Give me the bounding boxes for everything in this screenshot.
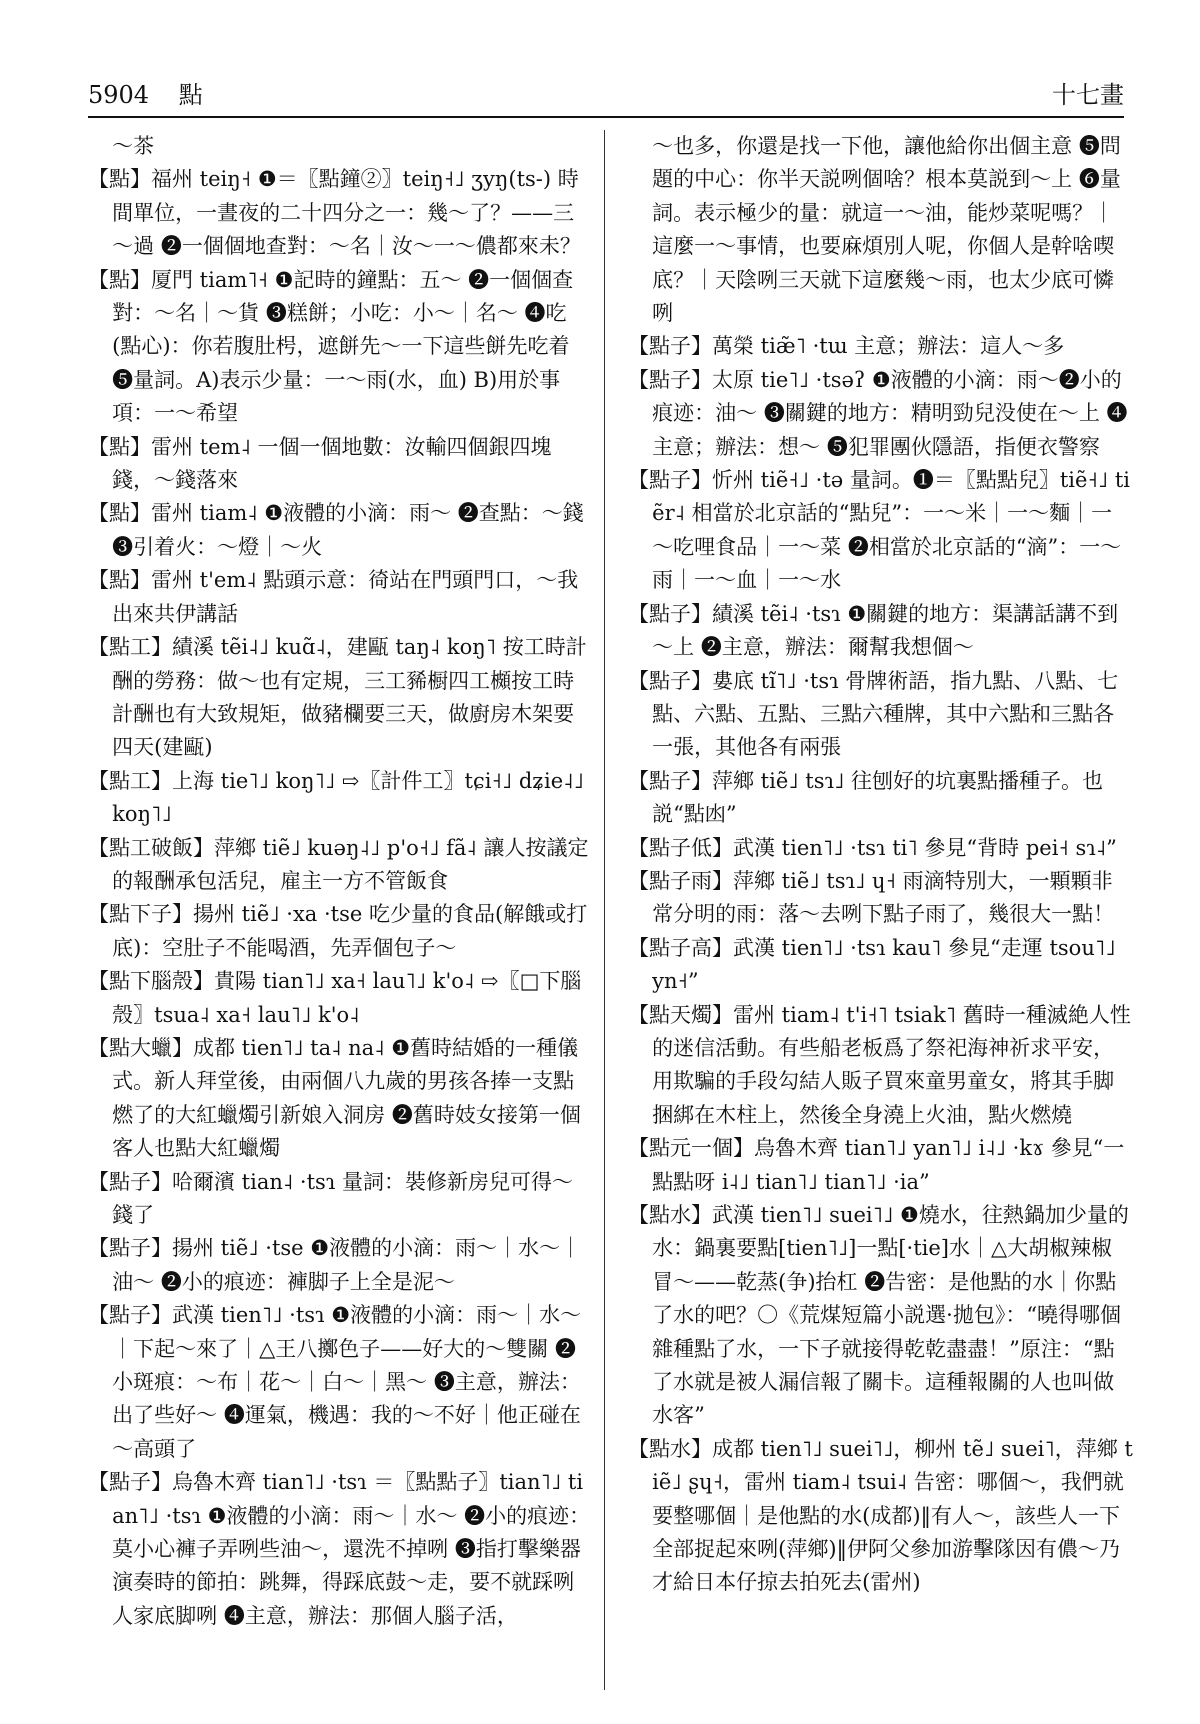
dictionary-entry: 【點子】萬榮 tiæ̃˥ ·tɯ 主意；辦法：這人～多 [628, 334, 1065, 359]
dictionary-entry: 【點子】哈爾濱 tian˨ ·tsɿ 量詞：裝修新房兒可得～錢了 [88, 1169, 573, 1227]
section-label: 十七畫 [1052, 81, 1124, 109]
dictionary-entry: 【點子】忻州 tiẽ˧˩ ·tə 量詞。❶＝〖點點兒〗tiẽ˧˩ tiẽr˨ 相當於北京話的“點兒”：一～米｜一～麵｜一～吃哩食品｜一～菜 ❷相當於北京話的“滴”：一～雨｜一～血｜一～水 [628, 468, 1130, 593]
page-header [88, 70, 1124, 118]
dictionary-entry: 【點】福州 teiŋ˧ ❶＝〖點鐘②〗teiŋ˧˩ ʒyŋ(ts-) 時間單位，一晝夜的二十四分之一：幾～了？——三～過 ❷一個個地查對：～名｜汝～一～儂都來未？ [88, 167, 581, 259]
dictionary-entry: 【點子】揚州 tiẽ˩ ·tse ❶液體的小滴：雨～｜水～｜油～ ❷小的痕迹：褲脚子上全是泥～ [88, 1236, 582, 1294]
dictionary-entry: 【點子】武漢 tien˥˩ ·tsɿ ❶液體的小滴：雨～｜水～｜下起～來了｜△王八擲色子——好大的～雙關 ❷小斑痕：～布｜花～｜白～｜黑～ ❸主意，辦法：出了些好～ ❹運氣，機遇：我的～不好｜他正碰在～高頭了 [88, 1303, 582, 1461]
dictionary-entry: 【點下腦殼】貴陽 tian˥˩ xa˧ lau˥˩ k'o˨ ⇨〖□下腦殼〗tsua˨ xa˧ lau˥˩ k'o˨ [88, 969, 582, 1027]
left-column [88, 130, 593, 1633]
dictionary-entry: 【點子低】武漢 tien˥˩ ·tsɿ ti˥ 參見“背時 pei˧ sɿ˨” [628, 835, 1117, 860]
dictionary-entry: 【點水】成都 tien˥˩ suei˥˩，柳州 tẽ˩ suei˥，萍鄉 tiẽ˩ ʂɥ˧，雷州 tiam˨ tsui˨ 告密：哪個～，我們就要整哪個｜是他點的水(成都)‖有人～，該些人一下全部捉起來咧(萍鄉)‖伊阿父參加游擊隊因有儂～乃才給日本仔掠去拍死去(雷州) [628, 1436, 1133, 1595]
page-number: 5904 [88, 81, 150, 109]
dictionary-entry: 【點工破飯】萍鄉 tiẽ˩ kuəŋ˨˩ p'o˧˩ fã˨ 讓人按議定的報酬承包活兒，雇主一方不管飯食 [88, 835, 589, 893]
dictionary-entry: 【點】雷州 tem˨ 一個一個地數：汝輸四個銀四塊錢，～錢落來 [88, 434, 552, 493]
dictionary-entry: 【點下子】揚州 tiẽ˩ ·xa ·tse 吃少量的食品(解餓或打底)：空肚子不能喝酒，先弄個包子～ [88, 902, 588, 960]
dictionary-entry: ～也多，你還是找一下他，讓他給你出個主意 ❺問題的中心：你半天説咧個啥？根本莫説到～上 ❻量詞。表示極少的量：就這一～油，能炒菜呢嗎？｜這麼一～事情，也要麻煩別人呢，你個人是幹啥喫底？｜天陰咧三天就下這麼幾～雨，也太少底可憐咧 [652, 134, 1121, 326]
dictionary-entry: 【點】雷州 tiam˨ ❶液體的小滴：雨～ ❷查點：～錢 ❸引着火：～燈｜～火 [88, 501, 584, 559]
column-divider [604, 130, 605, 1690]
dictionary-entry: 【點工】上海 tie˥˩ koŋ˥˩ ⇨〖計件工〗tɕi˧˩ dʑie˨˩ koŋ˥˩ [88, 768, 584, 827]
header-left [88, 75, 203, 110]
dictionary-entry: 【點】雷州 t'em˨ 點頭示意：徛站在門頭門口，～我出來共伊講話 [88, 568, 579, 626]
dictionary-entry: 【點水】武漢 tien˥˩ suei˥˩ ❶燒水，往熱鍋加少量的水：鍋裏要點[tien˥˩]一點[·tie]水｜△大胡椒辣椒冒～——乾蒸(争)抬杠 ❷告密：是他點的水｜你點了水的吧？〇《荒煤短篇小説選·拋包》：“曉得哪個雜種點了水，一下子就接得乾乾盡盡！”原注：“點了水就是被人漏信報了關卡。這種報關的人也叫做水客” [628, 1203, 1129, 1428]
dictionary-entry: 【點子雨】萍鄉 tiẽ˩ tsɿ˩ ɥ˧ 雨滴特別大，一顆顆非常分明的雨：落～去咧下點子雨了，幾很大一點！ [628, 868, 1115, 927]
dictionary-entry: 【點子】婁底 tĩ˥˩ ·tsɿ 骨牌術語，指九點、八點、七點、六點、五點、三點六種牌，其中六點和三點各一張，其他各有兩張 [628, 668, 1119, 760]
dictionary-entry: 【點天燭】雷州 tiam˨ t'i˧˥ tsiak˥ 舊時一種滅絶人性的迷信活動。有些船老板爲了祭祀海神祈求平安，用欺騙的手段勾結人販子買來童男童女，將其手脚捆綁在木柱上，然後全身澆上火油，點火燃燒 [628, 1002, 1131, 1127]
dictionary-entry: 【點元一個】烏魯木齊 tian˥˩ yan˥˩ i˨˩ ·kɤ 參見“一點點呀 i˨˩ tian˥˩ tian˥˩ ·ia” [628, 1136, 1125, 1194]
dictionary-entry: 【點子】烏魯木齊 tian˥˩ ·tsɿ ＝〖點點子〗tian˥˩ tian˥˩ ·tsɿ ❶液體的小滴：雨～｜水～ ❷小的痕迹：莫小心褲子弄咧些油～，還洗不掉咧 ❸指打擊樂器演奏時的節拍：跳舞，得踩底鼓～走，要不就踩咧人家底脚咧 ❹主意，辦法：那個人腦子活， [88, 1470, 591, 1628]
dictionary-entry: 【點子】績溪 tẽi˨ ·tsɿ ❶關鍵的地方：渠講話講不到～上 ❷主意，辦法：爾幫我想個～ [628, 601, 1119, 660]
dictionary-entry: ～茶 [112, 134, 155, 158]
dictionary-entry: 【點子】太原 tie˥˩ ·tsəʔ ❶液體的小滴：雨～❷小的痕迹：油～ ❸關鍵的地方：精明勁兒没使在～上 ❹主意；辦法：想～ ❺犯罪團伙隱語，指便衣警察 [628, 367, 1128, 459]
dictionary-entry: 【點子】萍鄉 tiẽ˩ tsɿ˩ 往刨好的坑裏點播種子。也説“點凼” [628, 768, 1104, 827]
dictionary-entry: 【點】厦門 tiam˥˧ ❶記時的鐘點：五～ ❷一個個查對：～名｜～貨 ❸糕餅；小吃：小～｜名～ ❹吃(點心)：你若腹肚枵，遮餅先～一下這些餅先吃着 ❺量詞。A)表示少量：一～雨(水，血) B)用於事項：一～希望 [88, 267, 574, 426]
dictionary-entry: 【點子高】武漢 tien˥˩ ·tsɿ kau˥ 參見“走運 tsou˥˩ yn˧” [628, 935, 1116, 994]
right-column [628, 130, 1133, 1600]
dictionary-entry: 【點大蠟】成都 tien˥˩ ta˨ na˨ ❶舊時結婚的一種儀式。新人拜堂後，由兩個八九歲的男孩各捧一支點燃了的大紅蠟燭引新娘入洞房 ❷舊時妓女接第一個客人也點大紅蠟燭 [88, 1035, 581, 1161]
dictionary-entry: 【點工】績溪 tẽi˨˩ kuɑ̃˨，建甌 taŋ˨ koŋ˥ 按工時計酬的勞務：做～也有定規，三工豨橱四工櫇按工時計酬也有大致規矩，做豬欄要三天，做廚房木架要四天(建甌) [88, 635, 587, 760]
head-character: 點 [178, 81, 203, 109]
